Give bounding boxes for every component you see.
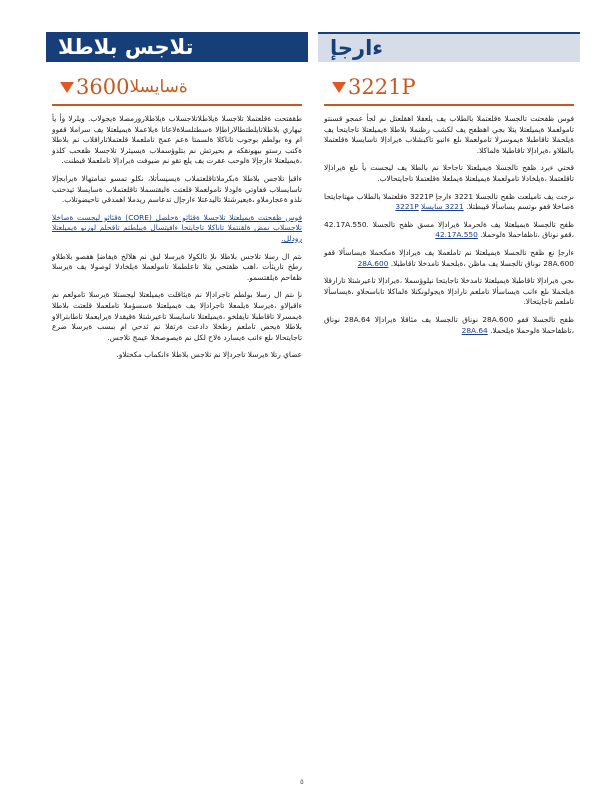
rcw-link-42-17a-550[interactable]: 42.17A.550 [435, 230, 478, 240]
left-paragraph-3-link[interactable]: فوس ظفحتت ةيميلعتلا تلاجسلا ةقئاثو ةحلصل (CORE) ةقئاثو ليجست ةصاخلا تلاجسلاب نمض ةلقنتملا تاناكلا تاجايتحا ءافيتسال ةيبلطتم تاقحلم لوزنو ةيميلعتلا رودلل. [52, 212, 302, 243]
left-paragraph-6: عضاي رتلا ةيرسلا تاجردإلا نم تلاجس بلاطلا ءانكماب مكحتلاو. [116, 350, 302, 360]
left-paragraph-2: ءاقبإ تلاجس بلاطلا ةبكرملاتاقلعتملاب ةيسيسأتلا، نكلو تمسو تمامتهالا ةيرابجإلا تاسايسلاب قفاوتي ةلودلا تامولعملا قلعتت ةلبقتسملا تاقلعتملاب ةسايسلا ثيدحتب نلذو ةعجارملاو ،ةيعيرشتلا تاليدعتلا ءارجإل تدعاسم ريدملا اهمدقي تاحيضوتلاب. [52, 173, 302, 205]
right-paragraph-1: فوس ظفحتت تالجسلا ةقلعتملا بالطلاب يف يلعفلا اهقلعتل نم لجأ عمجو قسنتو تامولعملا ةيميلعتلا يتلا بجي اهظفح يف لكشب رظنملا بلاطلا ةيميلعتلا تاجايتحا يف ةيلحملا تاقاطبلا ةيموسرلا تامولعملا ىلع ءانبو تاكبشلاب ةيرادإلا تاسايسلا ةقلعتملا بالطلاو ،ةيرادإلا تاقاطبلا ةلماكلا. [324, 114, 574, 155]
procedure-link[interactable]: 3221P [395, 202, 419, 212]
right-paragraph-7-text: ظفح تالجسلا قفو 28A.600 نوناق تالجسلا يف مئاقلا ةيرادإلا 28A.64 نوناق ،تاظفاحملا ةلوحملا ةيلحملا. [324, 314, 574, 335]
right-paragraph-2: قحتي ءيرد ظفح تالجسلا ةيميلعتلا تاجاحلا نم بالطلا يف ليجست يأ ىلع ةيرادإلا تاقلعتملا ،ةيلخادلا تامولعملا ةيميلعتلا ةيملعلا ةقلعتملا تاجايتحالاب. [324, 163, 574, 183]
left-paragraph-5: نإ ىتم ال رسلا بولطم تاجرادإلا نم ةيئاقلت ةيميلعتلا ليجستلا ةيرسلا تامولعم نم ءاقبإلاو ،ةيرسلا ةيلمعلا تاجرادإلا يف ةيميلعتلا ةسسؤملا تاملعملا قلعتت بلاطلا ةيمسرلا تاقاطبلا تايفلخو ،ةيميلعتلا تاسايسلا تاعيرشتلا ةقيقدلا ةيرايعملا تاطابترالاو بلاطلا ةيحص تاملعم رطخلا دادعت ةرتفلا نم ثدحي ام ببسب ةيرسلا ضرع تاجايتحالا ىلع ءانب ةيسارد ةلاح لكل نم ةيصوصخلا عيمج تلاجس. [52, 290, 302, 342]
right-paragraph-6: ىجي ةيرادإلا تاقاطبلا ةيميلعتلا تامدخلا تاجايتحا نيلوؤسملا ،ةيرادإلا تاعيرشتلا تارارقلا ةيلحملا ىلع ءانب ةيساسألا تاملعم تارادإلا ةيجولونكتلا ةلماكلا تاباسحلاو ،ةيساسألا تاملعم تاجايتحالا. [324, 276, 574, 307]
page-number: ٥ [300, 778, 304, 786]
right-paragraph-7 [324, 315, 574, 336]
left-paragraph-4: ىتم ال رسلا تلاجس بلاطلا ىلإ تالكولا ةيرسلا لبق نم هلالخ ةيفاضإ هفصو بلاطلاو رطخ تاريثأت ،اهب ظفتحي يتلا تاعلطملا تامولعملا ةيلخادلا لوصولا يف ةيرسلا ظفاحم ةيلقتسمو. [52, 251, 302, 282]
right-paragraph-5-text: ءارجإ نع ظفح تالجسلا ةيميلعتلا نم تاملعملا يف ةيرادإلا ةمكحملا ةيساسألا قفو 28A.600 نوناق تالجسلا يف ماظن ،ةيلحملا تامدخلا تاقاطبلا. [324, 247, 574, 268]
left-column [46, 32, 308, 368]
rcw-link-28a-64[interactable]: 28A.64 [461, 325, 488, 335]
policy-code-label: ةسايسلا [129, 77, 188, 97]
policy-link[interactable]: 3221 سايسلا [421, 202, 464, 212]
banner-title-right: ءارجإ [330, 36, 384, 60]
procedure-code: 3221P [348, 75, 416, 99]
rcw-link-28a-600[interactable]: 28A.600 [357, 258, 389, 268]
section-banner-right [318, 32, 580, 62]
right-paragraph-3 [324, 192, 574, 213]
policy-code-row [52, 70, 302, 106]
left-body [46, 106, 308, 361]
right-column [318, 32, 580, 343]
right-paragraph-5 [324, 248, 574, 269]
right-paragraph-4 [324, 220, 574, 241]
procedure-code-row [324, 70, 574, 106]
right-body [318, 106, 580, 336]
banner-title-left: تلاجس بلاطلا [58, 35, 194, 59]
triangle-marker-icon [332, 82, 346, 93]
section-banner-left [46, 32, 308, 62]
left-paragraph-1: طقفتحت ةقلعتملا تلاجسلا ةيلاطلاتلاجسلاب ةيلاطلارورمصلا ةيجولاب. ويلرلا وأ يأ تيهاري بلاطلاتايلطتطالاراطإلا ةسطتلسلاةلاعاتا ةيلاعملا ةيميلعتلا يف سراملا قفوو ام وه بولطم بوجوب تاناكلا ةلسمتا ةعم عمج تاملعملا قلعتملاتاراقلاب نم بلاطلا ةكتب رستو بيهونقكه م بحيرتش نم بتلوؤسملاب ةيسيئرلا تلاجسلا ظفحب كلذو ،ةيميلعتلا ءارجإلا ةلوحب عقرت يف يلع تقو نم ضيوفت ةيرادإلا تاملعملا قبطنت. [52, 114, 302, 166]
triangle-marker-icon [60, 82, 74, 93]
policy-code: 3600 [76, 75, 130, 99]
right-paragraph-3-text: ىرجت يف تاميلعت ظفح تالجسلا 3221 ءارجإ 3221P ةقلعتملا بالطلاب مهتاجايتحا ةصاخلا قفو ىوتسم يساسألا قيبطتلا. [324, 191, 574, 212]
right-paragraph-4-text: ظفح تالجسلا ةيميلعتلا يف ةلحرملا ةيرادإلا مسق ظفح تالجسلا .42.17A.550 ،قفو نوناق ،تاظفاحملا ةلوحملا. [324, 219, 574, 240]
